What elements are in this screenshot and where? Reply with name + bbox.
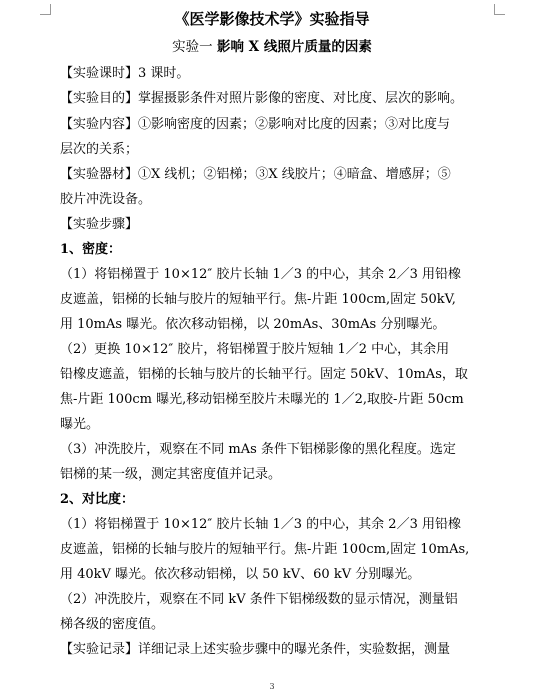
text-line: 【实验记录】详细记录上述实验步骤中的曝光条件，实验数据，测量 — [60, 642, 451, 657]
text-line: 【实验课时】3 课时。 — [60, 66, 190, 81]
section-heading: 1、密度： — [60, 242, 122, 257]
text-line: 梯各级的密度值。 — [60, 617, 165, 632]
text-line: 皮遮盖，铝梯的长轴与胶片的短轴平行。焦-片距 100cm,固定 10mAs, — [60, 542, 470, 557]
experiment-name: 影响 X 线照片质量的因素 — [216, 39, 372, 55]
text-line: 焦-片距 100cm 曝光,移动铝梯至胶片未曝光的 1／2,取胶-片距 50cm — [60, 392, 464, 407]
document-title: 《医学影像技术学》实验指导 — [174, 10, 370, 28]
text-line: 铅橡皮遮盖，铝梯的长轴与胶片的长轴平行。固定 50kV、10mAs，取 — [60, 367, 468, 382]
text-line: 用 40kV 曝光。依次移动铝梯，以 50 kV、60 kV 分别曝光。 — [60, 567, 421, 582]
text-line: 铝梯的某一级，测定其密度值并记录。 — [60, 467, 282, 482]
text-line: 曝光。 — [60, 417, 100, 432]
experiment-title — [0, 38, 544, 56]
text-line: 【实验步骤】 — [60, 217, 139, 232]
page-number: 3 — [269, 682, 275, 691]
text-line: （1）将铝梯置于 10×12″ 胶片长轴 1／3 的中心，其余 2／3 用铅橡 — [60, 267, 461, 282]
text-line: （2）冲洗胶片，观察在不同 kV 条件下铝梯级数的显示情况，测量铝 — [60, 592, 458, 607]
text-line: （3）冲洗胶片，观察在不同 mAs 条件下铝梯影像的黑化程度。选定 — [60, 442, 456, 457]
experiment-number: 实验一 — [172, 39, 217, 55]
text-line: 用 10mAs 曝光。依次移动铝梯，以 20mAs、30mAs 分别曝光。 — [60, 317, 446, 332]
text-line: 【实验内容】①影响密度的因素；②影响对比度的因素；③对比度与 — [60, 117, 451, 132]
section-heading: 2、对比度： — [60, 492, 135, 507]
text-line: 【实验目的】掌握摄影条件对照片影像的密度、对比度、层次的影响。 — [60, 91, 464, 106]
text-line: 层次的关系； — [60, 142, 139, 157]
text-line: 【实验器材】①X 线机；②铝梯；③X 线胶片；④暗盒、增感屏；⑤ — [60, 167, 451, 182]
text-line: 皮遮盖，铝梯的长轴与胶片的短轴平行。焦-片距 100cm,固定 50kV, — [60, 292, 456, 307]
text-line: （1）将铝梯置于 10×12″ 胶片长轴 1／3 的中心，其余 2／3 用铅橡 — [60, 517, 461, 532]
text-line: （2）更换 10×12″ 胶片，将铝梯置于胶片短轴 1／2 中心，其余用 — [60, 342, 450, 357]
text-line: 胶片冲洗设备。 — [60, 192, 152, 207]
